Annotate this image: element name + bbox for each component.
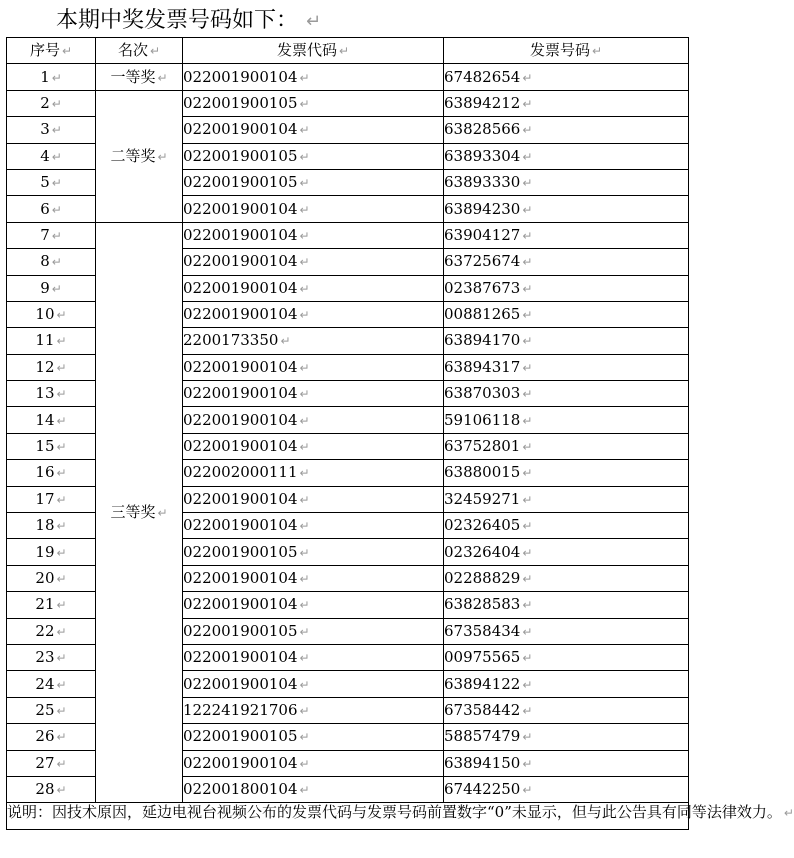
- invoice-code-cell: [183, 539, 444, 565]
- table-row: [7, 64, 689, 90]
- invoice-number-cell-text: 02326405: [444, 516, 521, 535]
- paragraph-mark-icon: ↵: [522, 96, 533, 111]
- seq-cell: [7, 724, 96, 750]
- paragraph-mark-icon: ↵: [522, 651, 533, 666]
- paragraph-mark-icon: ↵: [522, 360, 533, 375]
- invoice-code-cell: [183, 776, 444, 802]
- paragraph-mark-icon: ↵: [56, 440, 67, 455]
- invoice-number-cell: [444, 750, 689, 776]
- seq-cell-text: 15: [35, 437, 55, 456]
- paragraph-mark-icon: ↵: [306, 11, 322, 32]
- seq-cell-text: 22: [35, 621, 55, 640]
- paragraph-mark-icon: ↵: [51, 96, 62, 111]
- rank-cell: [96, 64, 183, 90]
- paragraph-mark-icon: ↵: [56, 730, 67, 745]
- paragraph-mark-icon: ↵: [280, 334, 291, 349]
- paragraph-mark-icon: ↵: [299, 440, 310, 455]
- invoice-number-cell-text: 67482654: [444, 67, 521, 86]
- paragraph-mark-icon: ↵: [56, 466, 67, 481]
- invoice-code-cell-text: 122241921706: [183, 700, 298, 719]
- invoice-code-cell-text: 022001900104: [183, 120, 298, 139]
- paragraph-mark-icon: ↵: [157, 70, 168, 85]
- invoice-code-cell: [183, 671, 444, 697]
- invoice-number-cell-text: 63893304: [444, 146, 521, 165]
- invoice-code-cell: [183, 169, 444, 195]
- invoice-number-cell: [444, 513, 689, 539]
- invoice-number-cell-text: 63828583: [444, 595, 521, 614]
- header-seq: 序号 ↵: [7, 38, 96, 64]
- paragraph-mark-icon: ↵: [522, 466, 533, 481]
- paragraph-mark-icon: ↵: [299, 703, 310, 718]
- paragraph-mark-icon: ↵: [56, 360, 67, 375]
- seq-cell-text: 3: [40, 120, 50, 139]
- seq-cell-text: 16: [35, 463, 55, 482]
- invoice-number-cell: [444, 90, 689, 116]
- invoice-code-cell: [183, 486, 444, 512]
- paragraph-mark-icon: ↵: [299, 492, 310, 507]
- table-row: [7, 90, 689, 116]
- invoice-code-cell-text: 022001900104: [183, 569, 298, 587]
- paragraph-mark-icon: ↵: [299, 545, 310, 560]
- paragraph-mark-icon: ↵: [522, 545, 533, 560]
- invoice-code-cell-text: 022001900105: [183, 146, 298, 165]
- seq-cell: [7, 143, 96, 169]
- seq-cell-text: 21: [35, 595, 55, 614]
- seq-cell: [7, 90, 96, 116]
- seq-cell: [7, 750, 96, 776]
- invoice-code-cell: [183, 513, 444, 539]
- paragraph-mark-icon: ↵: [591, 44, 603, 59]
- invoice-number-cell: [444, 354, 689, 380]
- paragraph-mark-icon: ↵: [61, 44, 73, 59]
- paragraph-mark-icon: ↵: [522, 677, 533, 692]
- invoice-number-cell: [444, 697, 689, 723]
- seq-cell-text: 8: [40, 252, 50, 271]
- paragraph-mark-icon: ↵: [56, 783, 67, 798]
- invoice-number-cell-text: 02288829: [444, 569, 521, 587]
- paragraph-mark-icon: ↵: [56, 703, 67, 718]
- seq-cell: [7, 592, 96, 618]
- invoice-code-cell: [183, 433, 444, 459]
- paragraph-mark-icon: ↵: [338, 44, 350, 59]
- invoice-code-cell: [183, 697, 444, 723]
- paragraph-mark-icon: ↵: [51, 255, 62, 270]
- invoice-code-cell-text: 022001900104: [183, 595, 298, 614]
- seq-cell-text: 13: [35, 384, 55, 403]
- invoice-code-cell: [183, 249, 444, 275]
- seq-cell-text: 28: [35, 780, 55, 799]
- page-title: [56, 6, 321, 37]
- paragraph-mark-icon: ↵: [299, 651, 310, 666]
- paragraph-mark-icon: ↵: [157, 149, 168, 164]
- header-code: 发票代码 ↵: [183, 38, 444, 64]
- seq-cell-text: 12: [35, 357, 55, 376]
- seq-cell: [7, 618, 96, 644]
- paragraph-mark-icon: ↵: [56, 334, 67, 349]
- paragraph-mark-icon: ↵: [299, 756, 310, 771]
- invoice-code-cell: [183, 275, 444, 301]
- paragraph-mark-icon: ↵: [299, 149, 310, 164]
- invoice-number-cell-text: 63894122: [444, 674, 521, 693]
- invoice-number-cell: [444, 618, 689, 644]
- invoice-number-cell: [444, 143, 689, 169]
- invoice-number-cell-text: 63894150: [444, 753, 521, 772]
- seq-cell-text: 25: [35, 700, 55, 719]
- invoice-code-cell: [183, 381, 444, 407]
- paragraph-mark-icon: ↵: [299, 96, 310, 111]
- invoice-number-cell: [444, 169, 689, 195]
- seq-cell: [7, 460, 96, 486]
- invoice-code-cell-text: 022001900105: [183, 173, 298, 192]
- invoice-number-cell: [444, 222, 689, 248]
- paragraph-mark-icon: ↵: [522, 202, 533, 217]
- invoice-code-cell-text: 022001900104: [183, 437, 298, 456]
- paragraph-mark-icon: ↵: [522, 783, 533, 798]
- seq-cell: [7, 671, 96, 697]
- invoice-code-cell-text: 022001900104: [183, 199, 298, 218]
- note-row: [7, 803, 689, 829]
- paragraph-mark-icon: ↵: [299, 572, 310, 586]
- paragraph-mark-icon: ↵: [522, 572, 533, 586]
- seq-cell: [7, 354, 96, 380]
- invoice-code-cell-text: 2200173350: [183, 331, 279, 350]
- paragraph-mark-icon: ↵: [522, 730, 533, 745]
- invoice-number-cell: [444, 671, 689, 697]
- seq-cell: [7, 513, 96, 539]
- invoice-code-cell-text: 022001900105: [183, 93, 298, 112]
- invoice-code-cell: [183, 143, 444, 169]
- rank-cell-text: 二等奖: [110, 146, 156, 165]
- invoice-number-cell-text: 67358442: [444, 700, 521, 719]
- invoice-number-cell-text: 02387673: [444, 278, 521, 297]
- paragraph-mark-icon: ↵: [56, 651, 67, 666]
- invoice-code-cell: [183, 644, 444, 670]
- invoice-number-cell: [444, 486, 689, 512]
- seq-cell-text: 11: [35, 331, 55, 350]
- paragraph-mark-icon: ↵: [522, 255, 533, 270]
- rank-cell-text: 三等奖: [110, 503, 156, 522]
- seq-cell-text: 2: [40, 93, 50, 112]
- paragraph-mark-icon: ↵: [56, 308, 67, 323]
- invoice-number-cell-text: 59106118: [444, 410, 521, 429]
- invoice-code-cell: [183, 592, 444, 618]
- paragraph-mark-icon: ↵: [299, 176, 310, 191]
- seq-cell-text: 27: [35, 753, 55, 772]
- paragraph-mark-icon: ↵: [522, 703, 533, 718]
- paragraph-mark-icon: ↵: [522, 387, 533, 402]
- paragraph-mark-icon: ↵: [522, 70, 533, 85]
- paragraph-mark-icon: ↵: [522, 176, 533, 191]
- seq-cell-text: 26: [35, 727, 55, 746]
- paragraph-mark-icon: ↵: [299, 308, 310, 323]
- invoice-code-cell-text: 022001900104: [183, 278, 298, 297]
- invoice-number-cell-text: 67358434: [444, 621, 521, 640]
- invoice-number-cell: [444, 117, 689, 143]
- rank-cell: [96, 90, 183, 222]
- invoice-code-cell: [183, 90, 444, 116]
- header-number: 发票号码 ↵: [444, 38, 689, 64]
- invoice-code-cell: [183, 196, 444, 222]
- invoice-number-cell-text: 63893330: [444, 173, 521, 192]
- invoice-number-cell: [444, 407, 689, 433]
- seq-cell: [7, 644, 96, 670]
- seq-cell-text: 18: [35, 516, 55, 535]
- paragraph-mark-icon: ↵: [522, 598, 533, 613]
- paragraph-mark-icon: ↵: [783, 806, 794, 821]
- invoice-number-cell-text: 63725674: [444, 252, 521, 271]
- invoice-code-cell: [183, 460, 444, 486]
- invoice-number-cell: [444, 460, 689, 486]
- invoice-number-cell-text: 67442250: [444, 780, 521, 799]
- seq-cell: [7, 381, 96, 407]
- invoice-code-cell: [183, 354, 444, 380]
- invoice-number-cell: [444, 644, 689, 670]
- invoice-number-cell-text: 63752801: [444, 437, 521, 456]
- seq-cell-text: 6: [40, 199, 50, 218]
- paragraph-mark-icon: ↵: [56, 756, 67, 771]
- invoice-number-cell: [444, 539, 689, 565]
- paragraph-mark-icon: ↵: [299, 677, 310, 692]
- paragraph-mark-icon: ↵: [522, 624, 533, 639]
- seq-cell: [7, 565, 96, 591]
- invoice-code-cell-text: 022001900104: [183, 252, 298, 271]
- title-text: 本期中奖发票号码如下：: [56, 8, 299, 33]
- rank-cell-text: 一等奖: [110, 67, 156, 86]
- invoice-code-cell-text: 022001900105: [183, 542, 298, 561]
- table-body: [7, 64, 689, 803]
- paragraph-mark-icon: ↵: [51, 202, 62, 217]
- paragraph-mark-icon: ↵: [522, 756, 533, 771]
- paragraph-mark-icon: ↵: [299, 730, 310, 745]
- paragraph-mark-icon: ↵: [522, 413, 533, 428]
- seq-cell-text: 10: [35, 305, 55, 324]
- paragraph-mark-icon: ↵: [522, 492, 533, 507]
- seq-cell-text: 24: [35, 674, 55, 693]
- invoice-code-cell-text: 022001900104: [183, 516, 298, 535]
- invoice-number-cell: [444, 565, 689, 591]
- paragraph-mark-icon: ↵: [299, 202, 310, 217]
- invoice-code-cell: [183, 64, 444, 90]
- seq-cell: [7, 539, 96, 565]
- paragraph-mark-icon: ↵: [299, 255, 310, 270]
- winning-invoice-table: [6, 37, 794, 830]
- seq-cell-text: 5: [40, 173, 50, 192]
- paragraph-mark-icon: ↵: [56, 624, 67, 639]
- seq-cell: [7, 222, 96, 248]
- invoice-number-cell: [444, 249, 689, 275]
- paragraph-mark-icon: ↵: [522, 308, 533, 323]
- invoice-code-cell-text: 022001900104: [183, 384, 298, 403]
- invoice-number-cell: [444, 275, 689, 301]
- invoice-number-cell-text: 63894170: [444, 331, 521, 350]
- paragraph-mark-icon: ↵: [51, 149, 62, 164]
- seq-cell: [7, 169, 96, 195]
- paragraph-mark-icon: ↵: [522, 334, 533, 349]
- seq-cell: [7, 328, 96, 354]
- paragraph-mark-icon: ↵: [299, 783, 310, 798]
- paragraph-mark-icon: ↵: [56, 677, 67, 692]
- invoice-number-cell-text: 63894212: [444, 93, 521, 112]
- paragraph-mark-icon: ↵: [149, 44, 161, 59]
- paragraph-mark-icon: ↵: [56, 598, 67, 613]
- invoice-code-cell: [183, 117, 444, 143]
- invoice-code-cell: [183, 222, 444, 248]
- invoice-number-cell: [444, 433, 689, 459]
- paragraph-mark-icon: ↵: [522, 123, 533, 138]
- paragraph-mark-icon: ↵: [522, 281, 533, 296]
- paragraph-mark-icon: ↵: [299, 228, 310, 243]
- seq-cell: [7, 275, 96, 301]
- invoice-number-cell-text: 63828566: [444, 120, 521, 139]
- invoice-code-cell-text: 022001900105: [183, 727, 298, 746]
- invoice-code-cell-text: 022001900104: [183, 357, 298, 376]
- paragraph-mark-icon: ↵: [299, 360, 310, 375]
- paragraph-mark-icon: ↵: [51, 228, 62, 243]
- seq-cell: [7, 776, 96, 802]
- seq-cell: [7, 486, 96, 512]
- seq-cell: [7, 697, 96, 723]
- invoice-code-cell-text: 022001900104: [183, 489, 298, 508]
- seq-cell: [7, 64, 96, 90]
- invoice-code-cell: [183, 328, 444, 354]
- paragraph-mark-icon: ↵: [56, 387, 67, 402]
- invoice-number-cell-text: 63894230: [444, 199, 521, 218]
- table-header-row: [7, 38, 689, 64]
- invoice-code-cell: [183, 407, 444, 433]
- paragraph-mark-icon: ↵: [299, 519, 310, 534]
- invoice-number-cell: [444, 64, 689, 90]
- paragraph-mark-icon: ↵: [51, 176, 62, 191]
- seq-cell: [7, 301, 96, 327]
- paragraph-mark-icon: ↵: [56, 572, 67, 586]
- invoice-number-cell: [444, 328, 689, 354]
- paragraph-mark-icon: ↵: [51, 281, 62, 296]
- invoice-number-cell: [444, 776, 689, 802]
- table-row: [7, 222, 689, 248]
- paragraph-mark-icon: ↵: [51, 123, 62, 138]
- seq-cell: [7, 117, 96, 143]
- invoice-code-cell-text: 022001900104: [183, 674, 298, 693]
- rank-cell: [96, 222, 183, 803]
- paragraph-mark-icon: ↵: [299, 466, 310, 481]
- paragraph-mark-icon: ↵: [299, 281, 310, 296]
- invoice-code-cell-text: 022001900104: [183, 753, 298, 772]
- seq-cell-text: 17: [35, 489, 55, 508]
- invoice-code-cell-text: 022001800104: [183, 780, 298, 799]
- paragraph-mark-icon: ↵: [522, 440, 533, 455]
- paragraph-mark-icon: ↵: [299, 387, 310, 402]
- paragraph-mark-icon: ↵: [56, 545, 67, 560]
- paragraph-mark-icon: ↵: [56, 519, 67, 534]
- invoice-number-cell: [444, 381, 689, 407]
- invoice-number-cell-text: 00881265: [444, 305, 521, 324]
- invoice-number-cell-text: 58857479: [444, 727, 521, 746]
- invoice-code-cell: [183, 301, 444, 327]
- paragraph-mark-icon: ↵: [299, 413, 310, 428]
- invoice-code-cell: [183, 565, 444, 591]
- paragraph-mark-icon: ↵: [299, 70, 310, 85]
- paragraph-mark-icon: ↵: [299, 598, 310, 613]
- invoice-number-cell: [444, 196, 689, 222]
- paragraph-mark-icon: ↵: [522, 519, 533, 534]
- invoice-code-cell-text: 022002000111: [183, 463, 298, 482]
- invoice-number-cell: [444, 301, 689, 327]
- seq-cell: [7, 407, 96, 433]
- seq-cell: [7, 433, 96, 459]
- invoice-code-cell-text: 022001900104: [183, 67, 298, 86]
- paragraph-mark-icon: ↵: [522, 149, 533, 164]
- invoice-number-cell-text: 00975565: [444, 648, 521, 667]
- note-text: 说明：因技术原因，延边电视台视频公布的发票代码与发票号码前置数字“0”未显示，但与此公告具有同等法律效力。: [7, 803, 782, 822]
- invoice-code-cell-text: 022001900104: [183, 225, 298, 244]
- paragraph-mark-icon: ↵: [299, 624, 310, 639]
- seq-cell-text: 20: [35, 569, 55, 587]
- invoice-number-cell-text: 32459271: [444, 489, 521, 508]
- seq-cell-text: 7: [40, 225, 50, 244]
- seq-cell: [7, 196, 96, 222]
- invoice-code-cell-text: 022001900104: [183, 305, 298, 324]
- seq-cell-text: 23: [35, 648, 55, 667]
- paragraph-mark-icon: ↵: [56, 492, 67, 507]
- paragraph-mark-icon: ↵: [299, 123, 310, 138]
- seq-cell-text: 19: [35, 542, 55, 561]
- seq-cell-text: 14: [35, 410, 55, 429]
- seq-cell: [7, 249, 96, 275]
- invoice-code-cell-text: 022001900105: [183, 621, 298, 640]
- paragraph-mark-icon: ↵: [51, 70, 62, 85]
- paragraph-mark-icon: ↵: [157, 506, 168, 521]
- invoice-code-cell-text: 022001900104: [183, 648, 298, 667]
- invoice-number-cell-text: 63894317: [444, 357, 521, 376]
- seq-cell-text: 9: [40, 278, 50, 297]
- invoice-number-cell-text: 02326404: [444, 542, 521, 561]
- invoice-code-cell: [183, 724, 444, 750]
- invoice-number-cell: [444, 592, 689, 618]
- note-cell: [7, 803, 794, 829]
- invoice-code-cell-text: 022001900104: [183, 410, 298, 429]
- paragraph-mark-icon: ↵: [522, 228, 533, 243]
- paragraph-mark-icon: ↵: [56, 413, 67, 428]
- seq-cell-text: 4: [40, 146, 50, 165]
- invoice-number-cell-text: 63880015: [444, 463, 521, 482]
- seq-cell-text: 1: [40, 67, 50, 86]
- invoice-code-cell: [183, 618, 444, 644]
- header-rank: 名次 ↵: [96, 38, 183, 64]
- invoice-number-cell-text: 63904127: [444, 225, 521, 244]
- invoice-code-cell: [183, 750, 444, 776]
- invoice-number-cell-text: 63870303: [444, 384, 521, 403]
- invoice-number-cell: [444, 724, 689, 750]
